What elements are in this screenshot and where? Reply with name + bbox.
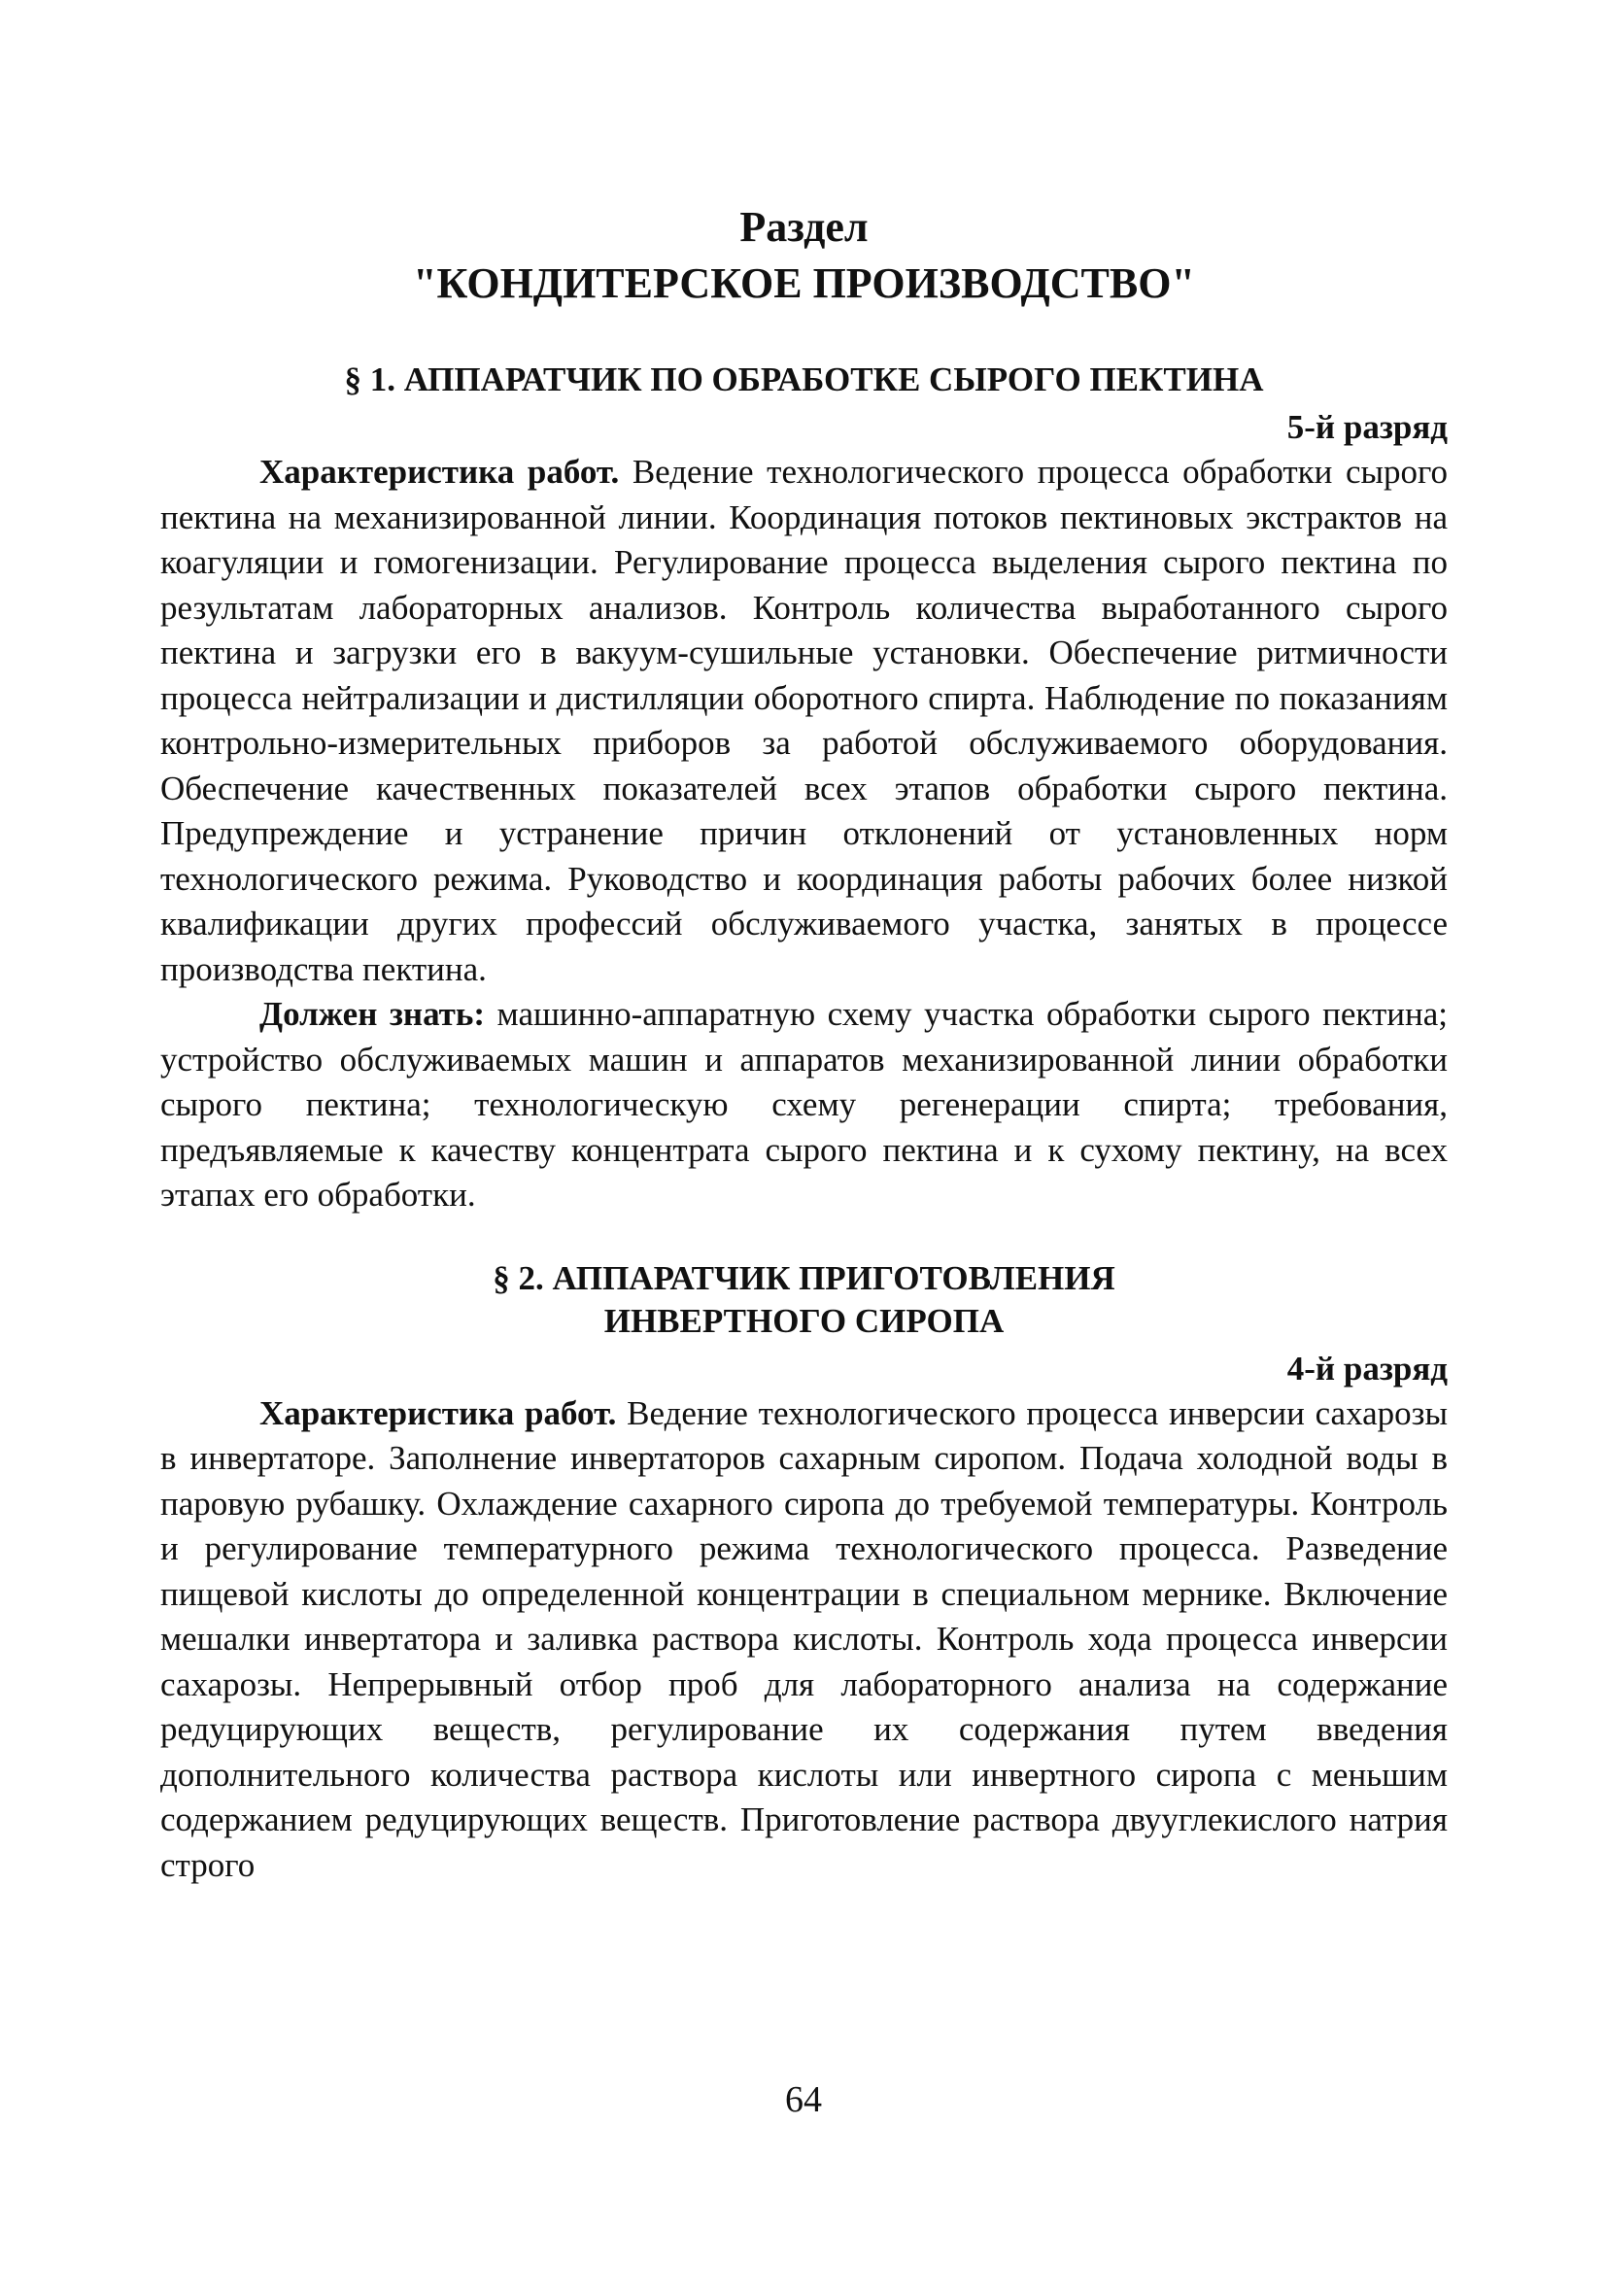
work-characteristics-label: Характеристика работ. [259,1393,617,1432]
paragraph-1-rank: 5-й разряд [1286,408,1448,446]
paragraph-1-must-know [160,992,1448,1218]
paragraph-1-work-characteristics [160,450,1448,992]
paragraph-1-heading: § 1. АППАРАТЧИК ПО ОБРАБОТКЕ СЫРОГО ПЕКТИНА [344,360,1264,398]
paragraph-2-work-characteristics [160,1391,1448,1889]
paragraph-2-heading-line-2: ИНВЕРТНОГО СИРОПА [603,1301,1005,1340]
paragraph-1 [160,359,1448,1218]
must-know-label: Должен знать: [259,995,486,1033]
section-label: Раздел [739,203,869,251]
page-number: 64 [785,2079,822,2120]
must-know-text: машинно-аппаратную схему участка обработки сырого пектина; устройство обслуживаемых машин и аппаратов механизированной линии обработки сырого пектина; технологическую схему регенерации спирта; требования, предъявляемые к качеству концентрата сырого пектина и к сухому пектину, на всех этапах его обработки. [160,995,1448,1214]
work-characteristics-label: Характеристика работ. [259,453,620,491]
paragraph-2-heading-line-1: § 2. АППАРАТЧИК ПРИГОТОВЛЕНИЯ [493,1258,1115,1297]
work-characteristics-text: Ведение технологического процесса обработки сырого пектина на механизированной линии. Координация потоков пектиновых экстрактов на коагуляции и гомогенизации. Регулирование процесса выделения сырого пектина по результатам лабораторных анализов. Контроль количества выработанного сырого пектина и загрузки его в вакуум-сушильные установки. Обеспечение ритмичности процесса нейтрализации и дистилляции оборотного спирта. Наблюдение по показаниям контрольно-измерительных приборов за работой обслуживаемого оборудования. Обеспечение качественных показателей всех этапов обработки сырого пектина. Предупреждение и устранение причин отклонений от установленных норм технологического режима. Руководство и координация работы рабочих более низкой квалификации других профессий обслуживаемого участка, занятых в процессе производства пектина. [160,453,1449,988]
section-spacer [160,1218,1448,1257]
paragraph-2 [160,1257,1448,1889]
page-content [160,199,1448,1888]
paragraph-2-rank: 4-й разряд [1286,1349,1448,1388]
section-title: "КОНДИТЕРСКОЕ ПРОИЗВОДСТВО" [413,259,1195,307]
work-characteristics-text: Ведение технологического процесса инверсии сахарозы в инвертаторе. Заполнение инвертаторов сахарным сиропом. Подача холодной воды в паровую рубашку. Охлаждение сахарного сиропа до требуемой температуры. Контроль и регулирование температурного режима технологического процесса. Разведение пищевой кислоты до определенной концентрации в специальном мернике. Включение мешалки инвертатора и заливка раствора кислоты. Контроль хода процесса инверсии сахарозы. Непрерывный отбор проб для лабораторного анализа на содержание редуцирующих веществ, регулирование их содержания путем введения дополнительного количества раствора кислоты или инвертного сиропа с меньшим содержанием редуцирующих веществ. Приготовление раствора двууглекислого натрия строго [160,1393,1449,1884]
